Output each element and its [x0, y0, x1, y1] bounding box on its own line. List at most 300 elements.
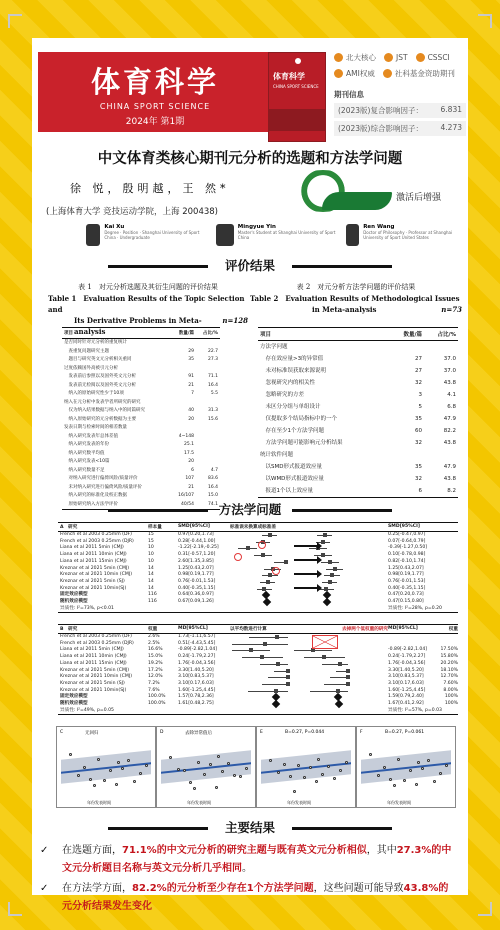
forest-n: 10: [148, 558, 154, 564]
table-row: [258, 485, 458, 497]
table-row: [62, 484, 220, 493]
cell-percent: 6.8: [447, 404, 456, 410]
table-row: [62, 373, 220, 382]
data-point: [397, 758, 400, 761]
ci-line: [232, 644, 288, 645]
cell-item: 纳入原始研究的元分析数据为主要: [64, 416, 136, 422]
column-header: SMD[95%CI]: [178, 524, 210, 529]
highlight-circle: [258, 541, 266, 549]
metric-row: [334, 103, 466, 118]
x-axis-label: 年份发表时间: [87, 800, 111, 805]
table-row: [62, 339, 220, 348]
data-point: [317, 758, 320, 761]
forest-row: [58, 681, 458, 688]
forest-effect: 1.25[0.43,2.07]: [178, 565, 214, 571]
forest-plot-area: [230, 579, 388, 586]
forest-effect: 3.30[1.40,5.20]: [178, 667, 214, 673]
cell-count: 16/107: [178, 493, 194, 498]
forest-effect: 3.10[0.17,6.03]: [178, 680, 214, 686]
cell-count: 29: [188, 348, 194, 354]
avatar: [86, 224, 100, 246]
badge-icon: [384, 53, 393, 62]
table-row: [258, 389, 458, 401]
cell-percent: 43.8: [443, 380, 456, 386]
forest-effect: 0.24[-1.79,2.27]: [178, 654, 216, 660]
point-estimate: [322, 655, 326, 659]
cell-count: 32: [415, 380, 422, 386]
data-point: [109, 769, 112, 772]
table2-caption-en: Table 2 Evaluation Results of Methodological Issues: [250, 294, 460, 303]
cell-percent: 43.8: [443, 440, 456, 446]
forest-effect: 2.60[1.35,3.85]: [178, 558, 214, 564]
cell-item: 存在效应量>3的异常值: [260, 356, 324, 362]
cell-item: 未对标准误获取来源说明: [260, 368, 327, 374]
badge: [383, 68, 455, 79]
conclusion-text: 在选题方面，: [62, 845, 122, 856]
table2: [258, 327, 458, 498]
cell-percent: 8.2: [447, 488, 456, 494]
data-point: [145, 764, 148, 767]
cell-item: 方法学问题: [260, 344, 288, 350]
badge-icon: [383, 69, 392, 78]
forest-study: Liana et al 2011 5min (CMJ): [60, 545, 124, 551]
cell-percent: 47.9: [443, 416, 456, 422]
cell-count: [168, 425, 194, 432]
forest-right: [388, 579, 458, 586]
table-row: [62, 475, 220, 484]
forest-effect: -0.89[-2.82,1.04]: [178, 647, 218, 653]
cover-subtitle: CHINA SPORT SCIENCE: [273, 84, 319, 89]
cell-percent: 37.0: [443, 356, 456, 362]
conclusion-highlight: 43.8%的元分析结果发生变化: [62, 883, 449, 912]
forest-right: [388, 599, 458, 606]
data-point: [421, 767, 424, 770]
forest-study: Kreznar et al 2021 10min(SJ): [60, 687, 127, 693]
cell-item: 报道1个以上效应量: [260, 488, 313, 494]
data-point: [409, 769, 412, 772]
data-point: [417, 761, 420, 764]
data-point: [183, 769, 186, 772]
cell-count: 27: [415, 356, 422, 362]
section-heading-methods: [32, 500, 468, 518]
ci-line: [310, 691, 349, 692]
forest-right: [388, 634, 458, 641]
forest-n: 2.5%: [148, 640, 160, 646]
cell-item: 纳入研究的标准化及校正数据: [64, 493, 127, 498]
badge-label: AMI权威: [346, 69, 375, 78]
point-estimate: [346, 669, 350, 673]
data-point: [293, 790, 296, 793]
cell-item: 对纳入研究进行偏倚风险/质量评价: [64, 476, 138, 481]
forest-plot-area: [230, 592, 388, 599]
badge-icon: [416, 53, 425, 62]
forest-study: Liana et al 2011 10min (CMJ): [60, 552, 127, 558]
column-header: 项目: [260, 332, 272, 338]
heading-bar: [292, 265, 392, 268]
table1-header: [62, 328, 220, 339]
cell-count: [386, 342, 422, 352]
data-point: [393, 784, 396, 787]
data-point: [433, 780, 436, 783]
data-point: [315, 780, 318, 783]
cell-count: 60: [415, 428, 422, 434]
author-desc: Degree · Position · Shanghai University of Sport China · Undergraduate: [104, 230, 200, 240]
cell-item: 方法学问题可能影响元分析结果: [260, 440, 343, 446]
table-row: [62, 458, 220, 467]
highlight-circle: [272, 567, 280, 575]
cell-item: 纳入研究数量不足: [64, 467, 105, 473]
cell-count: 20: [188, 416, 194, 422]
data-point: [93, 784, 96, 787]
column-header: MD[95%CL]: [178, 626, 208, 631]
cell-percent: [194, 442, 220, 449]
table-row: [62, 424, 220, 433]
forest-n: 7.6%: [148, 687, 160, 693]
forest-study: Liana et al 2011 15min (CMJ): [60, 660, 127, 666]
table-row: [258, 473, 458, 485]
forest-plot-area: [230, 599, 388, 606]
forest-n: 10: [148, 545, 154, 551]
table-row: [62, 382, 220, 391]
cell-item: 纳入的原始研究性少于10项: [64, 391, 124, 396]
cell-percent: 37.0: [443, 368, 456, 374]
cell-percent: 5.5: [210, 391, 218, 396]
cell-percent: 71.1: [207, 374, 218, 379]
cell-percent: 83.6: [207, 476, 218, 481]
forest-effect: 1.76[-0.04,3.56]: [178, 660, 216, 666]
heterogeneity-row: [58, 708, 458, 715]
forest-study: French et al 2003 0.25mm (DJR): [60, 640, 134, 646]
data-point: [277, 771, 280, 774]
badge: [334, 52, 376, 63]
heading-bar: [292, 509, 392, 512]
forest-weight-right: 20.20%: [440, 660, 458, 666]
data-point: [227, 762, 230, 765]
forest-n: 15.0%: [148, 654, 163, 660]
column-header: 研究: [68, 627, 78, 632]
forest-n: 116: [148, 599, 157, 605]
forest-row: [58, 532, 458, 539]
point-estimate: [268, 573, 272, 577]
data-point: [321, 773, 324, 776]
cell-item: 以SMD形式报道效应量: [260, 464, 322, 470]
section-heading-evaluation: [32, 256, 468, 274]
cell-percent: 74.1: [207, 501, 218, 507]
cell-item: 纳入研究发表年总体差值: [64, 433, 118, 439]
forest-row: [58, 701, 458, 708]
heading-bar: [108, 265, 208, 268]
heterogeneity-right: 异质性: I²=57%, p=0.03: [388, 707, 442, 713]
check-icon: ✓: [40, 845, 49, 856]
pooled-diamond: [272, 700, 280, 708]
table-row: [258, 437, 458, 449]
paper-title: 中文体育类核心期刊元分析的选题和方法学问题: [97, 150, 403, 167]
paper-authors: 徐 悦，殷明越，王 然*: [70, 182, 230, 195]
forest-effect: 0.97[0.20,1.73]: [178, 532, 214, 537]
cell-percent: [422, 342, 458, 352]
point-estimate: [286, 669, 290, 673]
forest-effect: 0.98[0.19,1.77]: [178, 572, 214, 578]
forest-plot-area: [230, 681, 388, 688]
data-point: [303, 776, 306, 779]
data-point: [339, 769, 342, 772]
section-title: 方法学问题: [218, 502, 282, 517]
conclusion-text: ，这些问题可能导致: [313, 883, 404, 894]
cell-percent: [194, 340, 220, 347]
data-point: [377, 774, 380, 777]
cover-title: 体育科学: [273, 72, 305, 81]
cell-count: 21: [188, 382, 194, 388]
table1-n: n=128: [222, 316, 248, 325]
data-point: [97, 758, 100, 761]
forest-effect-right: 0.10[-0.78,0.98]: [388, 552, 426, 558]
author-profile[interactable]: [86, 224, 206, 246]
data-point: [383, 766, 386, 769]
panel-title: B=0.27, P=0.061: [385, 730, 425, 735]
panel-label: D: [160, 730, 164, 735]
forest-effect: 0.40[-0.35,1.15]: [178, 585, 216, 591]
table-row: [258, 449, 458, 461]
table-row: [258, 461, 458, 473]
point-estimate: [328, 580, 332, 584]
panel-label: C: [60, 730, 64, 735]
data-point: [427, 759, 430, 762]
data-point: [221, 770, 224, 773]
point-estimate: [346, 675, 350, 679]
scatter-panel-c: [56, 726, 156, 808]
data-point: [117, 761, 120, 764]
forest-row: [58, 634, 458, 641]
forest-n: 15: [148, 538, 154, 544]
cell-count: 107: [185, 476, 194, 481]
journal-badges: [334, 52, 466, 79]
data-point: [189, 781, 192, 784]
forest-effect-right: 0.98[0.19,1.77]: [388, 572, 424, 578]
point-estimate: [275, 635, 279, 639]
author-profile[interactable]: [346, 224, 466, 246]
section-heading-conclusion: [32, 818, 468, 836]
forest-right: [388, 559, 458, 566]
forest-n: 14: [148, 572, 154, 578]
heading-bar: [292, 827, 392, 830]
cell-percent: [194, 451, 220, 458]
cover-dot-icon: [295, 58, 301, 64]
table2-caption-cn: 表 2 对元分析方法学问题的评价结果: [296, 283, 416, 291]
data-point: [445, 764, 448, 767]
forest-study: French et al 2003 0.25mm (DF): [60, 634, 132, 639]
forest-effect-right: 0.76[-0.01,1.53]: [388, 578, 426, 584]
forest-plot-area: [230, 654, 388, 661]
point-estimate: [286, 682, 290, 686]
table-row: [62, 450, 220, 459]
forest-effect-right: 0.40[-0.35,1.15]: [388, 585, 426, 591]
table-row: [258, 413, 458, 425]
table2-n: n=73: [441, 305, 462, 314]
forest-effect-right: 0.24[-1.79,2.27]: [388, 654, 426, 660]
table1-caption-en2: Its Derivative Problems in Meta-analysis: [74, 316, 202, 336]
forest-study: 固定效应模型: [60, 694, 88, 700]
forest-plot-area: [230, 566, 388, 573]
point-estimate: [284, 560, 288, 564]
column-header: 占比/%: [437, 332, 456, 338]
x-axis-label: 年份发表时间: [287, 800, 311, 805]
point-estimate: [263, 642, 267, 646]
data-point: [121, 767, 124, 770]
conclusion-item: [40, 880, 456, 916]
forest-row: [58, 674, 458, 681]
cell-count: 7: [191, 391, 194, 396]
badge: [384, 52, 408, 63]
data-point: [439, 772, 442, 775]
data-point: [103, 779, 106, 782]
table1-caption-cn: 表 1 对元分析选题及其衍生问题的评价结果: [78, 283, 218, 291]
point-estimate: [311, 648, 315, 652]
data-point: [269, 759, 272, 762]
data-point: [333, 777, 336, 780]
metrics-heading: 期刊信息: [334, 90, 364, 99]
point-estimate: [328, 560, 332, 564]
cell-percent: [422, 450, 458, 460]
point-estimate: [333, 567, 337, 571]
forest-effect: 1.60[-1.25,4.45]: [178, 687, 216, 693]
forest-study: 固定效应模型: [60, 592, 88, 598]
forest-study: Liana et al 2011 10min (CMJ): [60, 654, 127, 660]
forest-effect: 1.61[0.48,2.75]: [178, 701, 214, 707]
cell-percent: [194, 425, 220, 432]
table-row: [62, 441, 220, 450]
data-point: [177, 768, 180, 771]
table-row: [62, 356, 220, 365]
forest-effect-right: 0.82[-0.10,1.74]: [388, 558, 426, 564]
column-header: 标准误未换算成标准差: [230, 525, 276, 530]
forest-weight-right: 18.10%: [440, 667, 458, 673]
forest-weight-right: 15.80%: [440, 654, 458, 660]
cell-count: 3: [418, 392, 422, 398]
data-point: [415, 783, 418, 786]
forest-n: 10: [148, 552, 154, 558]
forest-effect-right: 1.67[0.41,2.92]: [388, 701, 424, 707]
table-row: [62, 348, 220, 357]
conclusion-highlight: 82.2%的元分析至少存在1个方法学问题: [132, 883, 314, 894]
point-estimate: [323, 533, 327, 537]
cell-item: 忽略研究的方差: [260, 392, 305, 398]
avatar: [346, 224, 359, 246]
forest-row: [58, 579, 458, 586]
point-estimate: [338, 662, 342, 666]
data-point: [209, 763, 212, 766]
author-profiles: [86, 224, 466, 246]
forest-study: Liana et al 2011 5min (CMJ): [60, 647, 124, 653]
table2-header: [258, 328, 458, 341]
forest-weight-right: 100%: [444, 694, 458, 700]
conclusion-highlight: 27.3%的中文元分析题目名称与英文元分析几乎相同: [62, 845, 452, 874]
forest-effect-right: -0.39[-1.27,0.50]: [388, 545, 428, 551]
forest-weight-right: 17.50%: [440, 647, 458, 653]
cell-count: [386, 450, 422, 460]
cell-item: 以WMD形式报道效应量: [260, 476, 324, 482]
forest-weight-right: 100%: [444, 701, 458, 707]
cell-count: 91: [188, 374, 194, 379]
column-header: 占比/%: [202, 331, 218, 336]
forest-right: [388, 661, 458, 668]
forest-plot-area: [230, 634, 388, 641]
pooled-diamond: [334, 700, 342, 708]
forest-effect-right: 3.10[0.17,6.03]: [388, 680, 424, 686]
forest-plot-b: [58, 624, 458, 715]
column-header: 数量/篇: [178, 331, 194, 336]
table-row: [258, 353, 458, 365]
forest-effect-right: 0.07[-0.64,0.79]: [388, 538, 426, 544]
highlight-circle: [234, 553, 242, 561]
ci-line: [322, 664, 348, 665]
badge-label: CSSCI: [427, 53, 450, 62]
forest-plot-area: [230, 668, 388, 675]
table-row: [62, 399, 220, 408]
point-estimate: [266, 580, 270, 584]
data-point: [139, 772, 142, 775]
cell-item: 存在至少1个方法学问题: [260, 428, 325, 434]
data-point: [133, 780, 136, 783]
column-header: 去掉两个低权重的研究: [342, 627, 388, 632]
forest-weight-right: 8.00%: [443, 687, 458, 693]
data-point: [369, 753, 372, 756]
cell-item: 未区分分组与单组设计: [260, 404, 321, 410]
section-title: 主要结果: [224, 820, 275, 835]
metric-row: [334, 121, 466, 136]
cell-percent: [194, 400, 220, 407]
point-estimate: [276, 662, 280, 666]
arrow-icon: [294, 559, 318, 561]
column-header: MD[95%CL]: [388, 626, 418, 631]
data-point: [289, 775, 292, 778]
forest-study: Kreznar et al 2021 5min (CMJ): [60, 565, 130, 571]
x-axis-label: 年份发表时间: [187, 800, 211, 805]
cell-item: 仅为纳入结果数据与纳入中的同篇研究: [64, 408, 145, 413]
data-point: [309, 766, 312, 769]
data-point: [89, 778, 92, 781]
forest-n: 19.2%: [148, 660, 163, 666]
cell-item: 纳入研究数平均值: [64, 450, 105, 456]
forest-row: [58, 572, 458, 579]
heterogeneity-row: [58, 606, 458, 613]
forest-effect-right: -0.89[-2.82,1.04]: [388, 647, 428, 653]
cell-item: 统计软件问题: [260, 452, 294, 458]
forest-row: [58, 654, 458, 661]
cell-count: 40/54: [181, 501, 194, 507]
paper-affiliation: (上海体育大学 竞技运动学院，上海 200438): [46, 207, 218, 217]
forest-effect: 0.67[0.09,1.26]: [178, 599, 214, 605]
badge: [334, 68, 375, 79]
forest-n: 14: [148, 578, 154, 584]
column-header: 权重: [448, 627, 458, 632]
cell-count: 32: [415, 440, 422, 446]
author-profile[interactable]: [216, 224, 336, 246]
cell-percent: 4.1: [447, 392, 456, 398]
table-row: [62, 390, 220, 399]
forest-effect-right: 1.76[-0.04,3.56]: [388, 660, 426, 666]
arrow-icon: [294, 587, 318, 589]
metric-label: (2023版)综合影响因子：: [338, 124, 423, 133]
cell-item: 发表日期与检索时间的相差数量: [64, 425, 127, 430]
cell-count: 6: [418, 488, 422, 494]
point-estimate: [249, 648, 253, 652]
cell-percent: 15.0: [207, 493, 218, 498]
author-desc: Master's Student at Shanghai University of Sport China: [237, 230, 336, 240]
forest-plot-area: [230, 674, 388, 681]
heading-bar: [108, 827, 208, 830]
heterogeneity-right: 异质性: I²=28%, p=0.20: [388, 605, 442, 611]
table1-caption-en: Table 1 Evaluation Results of the Topic Selection and: [48, 294, 245, 314]
